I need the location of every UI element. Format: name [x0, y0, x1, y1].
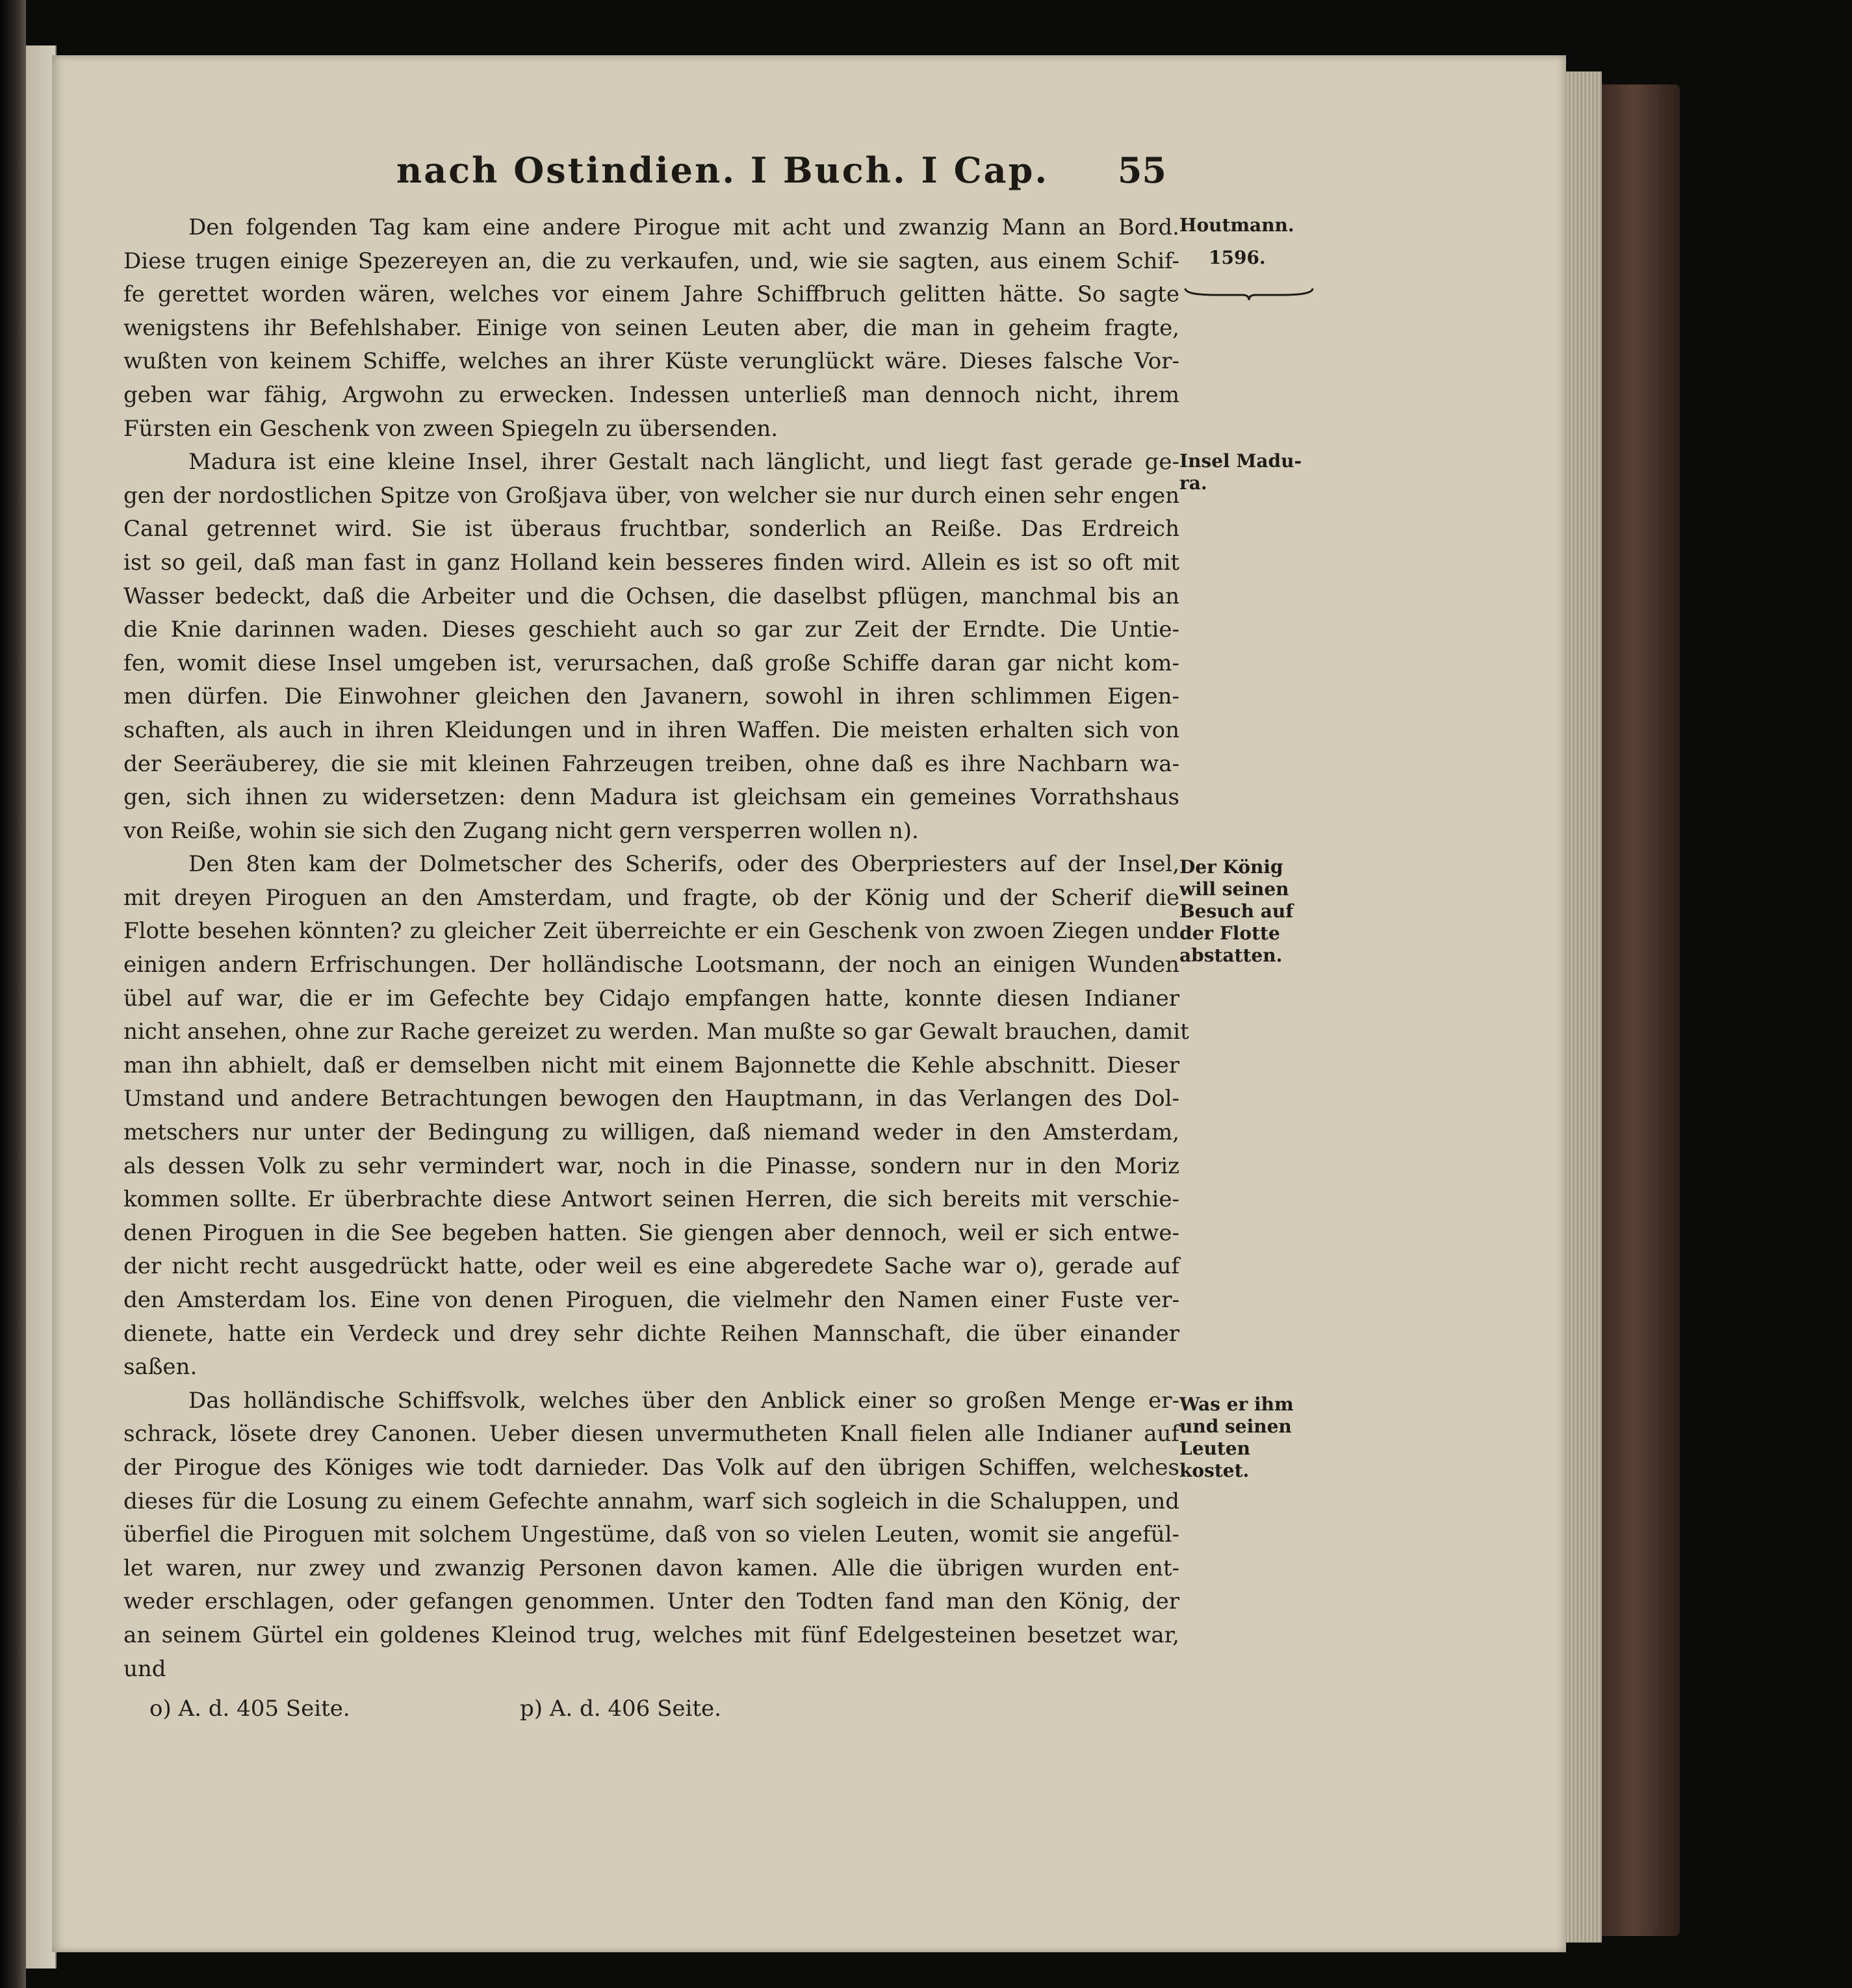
text-line: der Seeräuberey, die sie mit kleinen Fahrzeugen treiben, ohne daß es ihre Nachbarn wa-	[123, 750, 1179, 777]
page-number: 55	[1117, 149, 1166, 191]
footnotes	[149, 1696, 1059, 1728]
text-line: Den 8ten kam der Dolmetscher des Scherifs, oder des Oberpriesters auf der Insel,	[188, 851, 1179, 878]
text-line: überfiel die Piroguen mit solchem Ungestüme, daß von so vielen Leuten, womit sie angefül-	[123, 1522, 1179, 1548]
margin-note-madura: Insel Madu-ra.	[1179, 450, 1302, 494]
text-line: schrack, lösete drey Canonen. Ueber diesen unvermutheten Knall fielen alle Indianer auf	[123, 1421, 1179, 1447]
margin-note-year: 1596.	[1209, 247, 1266, 268]
footnote-p: p) A. d. 406 Seite.	[520, 1696, 721, 1722]
text-line: wenigstens ihr Befehlshaber. Einige von seinen Leuten aber, die man in geheim fragte,	[123, 314, 1179, 341]
text-line: man ihn abhielt, daß er demselben nicht mit einem Bajonnette die Kehle abschnitt. Dieser	[123, 1052, 1179, 1078]
book-cover-edge	[1602, 84, 1680, 1936]
text-line: Madura ist eine kleine Insel, ihrer Gestalt nach länglicht, und liegt fast gerade ge-	[188, 449, 1179, 476]
text-line: ist so geil, daß man fast in ganz Holland kein besseres finden wird. Allein es ist so oft mit	[123, 549, 1179, 576]
text-line: der nicht recht ausgedrückt hatte, oder weil es eine abgeredete Sache war o), gerade auf	[123, 1253, 1179, 1280]
text-line: saßen.	[123, 1354, 198, 1381]
text-line: weder erschlagen, oder gefangen genommen. Unter den Todten fand man den König, der	[123, 1588, 1179, 1615]
text-line: dienete, hatte ein Verdeck und drey sehr dichte Reihen Mannschaft, die über einander	[123, 1320, 1179, 1347]
text-line: wußten von keinem Schiffe, welches an ihrer Küste verunglückt wäre. Dieses falsche Vor-	[123, 348, 1179, 375]
text-line: Den folgenden Tag kam eine andere Pirogue mit acht und zwanzig Mann an Bord.	[188, 214, 1179, 240]
text-line: als dessen Volk zu sehr vermindert war, noch in die Pinasse, sondern nur in den Moriz	[123, 1153, 1179, 1179]
text-line: die Knie darinnen waden. Dieses geschieht auch so gar zur Zeit der Erndte. Die Untie-	[123, 617, 1179, 643]
text-line: nicht ansehen, ohne zur Rache gereizet zu werden. Man mußte so gar Gewalt brauchen, damit	[123, 1019, 1189, 1045]
page-block-edge	[1566, 71, 1602, 1943]
text-line: schaften, als auch in ihren Kleidungen und in ihren Waffen. Die meisten erhalten sich von	[123, 717, 1179, 743]
text-line: gen der nordostlichen Spitze von Großjava über, von welcher sie nur durch einen sehr engen	[123, 482, 1179, 509]
text-line: Umstand und andere Betrachtungen bewogen den Hauptmann, in das Verlangen des Dol-	[123, 1086, 1179, 1112]
text-line: von Reiße, wohin sie sich den Zugang nicht gern versperren wollen n).	[123, 817, 919, 844]
running-head	[380, 146, 1179, 198]
text-line: dieses für die Losung zu einem Gefechte annahm, warf sich sogleich in die Schaluppen, und	[123, 1488, 1179, 1514]
text-line: und	[123, 1655, 166, 1682]
text-line: fe gerettet worden wären, welches vor einem Jahre Schiffbruch gelitten hätte. So sagte	[123, 281, 1179, 308]
text-line: denen Piroguen in die See begeben hatten. Sie giengen aber dennoch, weil er sich entwe-	[123, 1219, 1179, 1246]
text-line: metschers nur unter der Bedingung zu willigen, daß niemand weder in den Amsterdam,	[123, 1119, 1179, 1146]
margin-note-koenig: Der König will seinen Besuch auf der Flotte abstatten.	[1179, 856, 1294, 966]
text-line: Canal getrennet wird. Sie ist überaus fruchtbar, sonderlich an Reiße. Das Erdreich	[123, 516, 1179, 542]
text-line: Fürsten ein Geschenk von zween Spiegeln zu übersenden.	[123, 415, 778, 442]
text-line: men dürfen. Die Einwohner gleichen den Javanern, sowohl in ihren schlimmen Eigen-	[123, 683, 1179, 710]
text-line: den Amsterdam los. Eine von denen Piroguen, die vielmehr den Namen einer Fuste ver-	[123, 1287, 1179, 1313]
text-line: übel auf war, die er im Gefechte bey Cidajo empfangen hatte, konnte diesen Indianer	[123, 985, 1179, 1012]
text-line: an seinem Gürtel ein goldenes Kleinod trug, welches mit fünf Edelgesteinen besetzet war,	[123, 1622, 1179, 1648]
text-line: kommen sollte. Er überbrachte diese Antwort seinen Herren, die sich bereits mit verschie-	[123, 1186, 1179, 1213]
footnote-o: o) A. d. 405 Seite.	[149, 1696, 350, 1722]
text-line: let waren, nur zwey und zwanzig Personen davon kamen. Alle die übrigen wurden ent-	[123, 1555, 1179, 1581]
text-line: gen, sich ihnen zu widersetzen: denn Madura ist gleichsam ein gemeines Vorrathshaus	[123, 784, 1179, 811]
margin-note-was: Was er ihm und seinen Leuten kostet.	[1179, 1394, 1294, 1481]
text-line: fen, womit diese Insel umgeben ist, verursachen, daß große Schiffe daran gar nicht kom-	[123, 650, 1179, 676]
book-spine-shadow	[0, 0, 26, 1988]
margin-brace	[1184, 286, 1314, 301]
text-line: Das holländische Schiffsvolk, welches über den Anblick einer so großen Menge er-	[188, 1387, 1179, 1414]
running-head-title: nach Ostindien. I Buch. I Cap.	[396, 149, 1049, 191]
body-text	[123, 211, 1189, 1686]
text-line: einigen andern Erfrischungen. Der holländische Lootsmann, der noch an einigen Wunden	[123, 952, 1179, 978]
text-line: geben war fähig, Argwohn zu erwecken. Indessen unterließ man dennoch nicht, ihrem	[123, 381, 1179, 408]
text-line: Diese trugen einige Spezereyen an, die zu verkaufen, und, wie sie sagten, aus einem Schif-	[123, 248, 1179, 274]
text-line: Flotte besehen könnten? zu gleicher Zeit überreichte er ein Geschenk von zwoen Ziegen und	[123, 918, 1179, 945]
margin-note-author: Houtmann.	[1179, 214, 1294, 236]
text-line: mit dreyen Piroguen an den Amsterdam, und fragte, ob der König und der Scherif die	[123, 884, 1179, 911]
text-line: der Pirogue des Königes wie todt darnieder. Das Volk auf den übrigen Schiffen, welches	[123, 1454, 1179, 1481]
text-line: Wasser bedeckt, daß die Arbeiter und die Ochsen, die daselbst pflügen, manchmal bis an	[123, 583, 1179, 609]
